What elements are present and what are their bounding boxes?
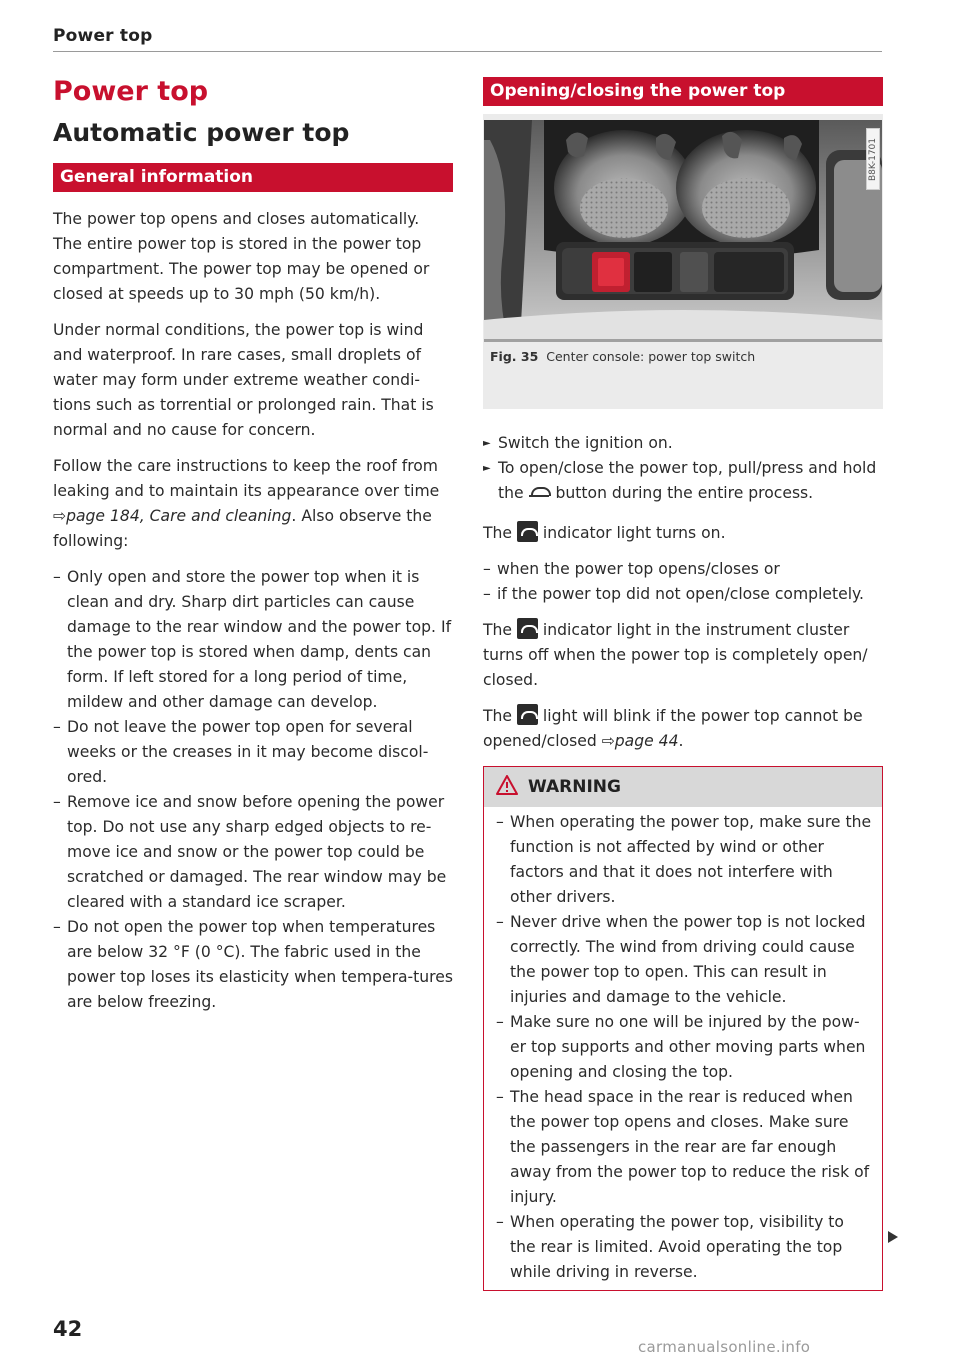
care-list (53, 565, 453, 1015)
list-item: – Never drive when the power top is not locked correctly. The wind from driving could cause the power top to open. This can result in injuries and damage to the vehicle. (496, 913, 866, 1006)
power-top-indicator-icon (517, 521, 538, 542)
center-console-illustration (484, 120, 882, 342)
paragraph-conditions: Under normal conditions, the power top is wind and waterproof. In rare cases, small droplets of water may form under extreme weather condi-tions such as torrential or prolonged rain. That is normal and no cause for concern. (53, 321, 434, 439)
watermark: carmanualsonline.info (638, 1338, 811, 1356)
power-top-indicator-icon (517, 704, 538, 725)
chapter-title: Power top (53, 76, 209, 107)
indicator-list (483, 557, 883, 607)
general-information-heading: General information (53, 163, 453, 192)
page-number: 42 (53, 1317, 83, 1341)
care-text-end: . Also observe the following: (53, 507, 432, 550)
warning-title: WARNING (528, 777, 621, 797)
figure-code: B8K-1701 (866, 128, 880, 190)
list-item: – When operating the power top, make sure the function is not affected by wind or other factors and that it does not interfere with other drivers. (496, 813, 872, 906)
list-item: – Make sure no one will be injured by the pow-er top supports and other moving parts when opening and closing the top. (496, 1013, 866, 1081)
opening-closing-heading: Opening/closing the power top (483, 77, 883, 106)
care-text-start: Follow the care instructions to keep the roof from leaking and to maintain its appearance over time (53, 457, 440, 500)
figure-caption (483, 342, 883, 368)
running-head: Power top (53, 26, 153, 46)
power-top-symbol-icon (529, 486, 551, 498)
step-item: ► To open/close the power top, pull/press and hold the button during the entire process. (483, 459, 877, 502)
warning-header (484, 767, 882, 807)
paragraph-indicator-blink: The light will blink if the power top cannot be opened/closed ⇨page 44. (483, 704, 883, 754)
reference-arrow-icon: ⇨ (601, 732, 615, 750)
continue-arrow-icon (888, 1231, 898, 1243)
reference-arrow-icon: ⇨ (53, 507, 67, 525)
list-item: – when the power top opens/closes or (483, 560, 780, 578)
list-item: – Do not leave the power top open for several weeks or the creases in it may become discol-ored. (53, 718, 429, 786)
paragraph-intro: The power top opens and closes automatically. The entire power top is stored in the power top compartment. The power top may be opened or closed at speeds up to 30 mph (50 km/h). (53, 210, 430, 303)
list-item: – When operating the power top, visibility to the rear is limited. Avoid operating the top while driving in reverse. (496, 1213, 844, 1281)
list-item: – Only open and store the power top when it is clean and dry. Sharp dirt particles can cause damage to the rear window and the power top. If the power top is stored when damp, dents can form. If left stored for a long period of time, mildew and other damage can develop. (53, 568, 452, 711)
figure-label: Fig. 35 (490, 349, 539, 364)
figure-35 (483, 114, 883, 409)
warning-triangle-icon (496, 770, 518, 790)
page-44-link[interactable]: page 44 (614, 732, 679, 750)
list-item: – Remove ice and snow before opening the power top. Do not use any sharp edged objects to re-move ice and snow or the power top could be scratched or damaged. The rear window may be cleared with a standard ice scraper. (53, 793, 447, 911)
warning-box (483, 766, 883, 1291)
steps-list (483, 431, 883, 506)
power-top-indicator-icon (517, 618, 538, 639)
header-rule (53, 51, 882, 52)
section-title: Automatic power top (53, 118, 350, 147)
list-item: – if the power top did not open/close completely. (483, 585, 864, 603)
figure-caption-text: Center console: power top switch (546, 349, 756, 364)
paragraph-indicator-on: The indicator light turns on. (483, 521, 883, 546)
step-item: ► Switch the ignition on. (483, 434, 673, 452)
left-column (53, 72, 453, 1015)
paragraph-care (53, 454, 453, 554)
warning-body (484, 807, 882, 1290)
list-item: – Do not open the power top when temperatures are below 32 °F (0 °C). The fabric used in the power top loses its elasticity when tempera-tures are below freezing. (53, 918, 453, 1011)
right-column (483, 77, 883, 1291)
center-console-photo (484, 120, 882, 342)
care-cleaning-link[interactable]: page 184, Care and cleaning (66, 507, 292, 525)
list-item: – The head space in the rear is reduced when the power top opens and closes. Make sure the passengers in the rear are far enough away from the power top to reduce the risk of injury. (496, 1088, 870, 1206)
paragraph-indicator-off: The indicator light in the instrument cluster turns off when the power top is completely open/ closed. (483, 618, 883, 693)
